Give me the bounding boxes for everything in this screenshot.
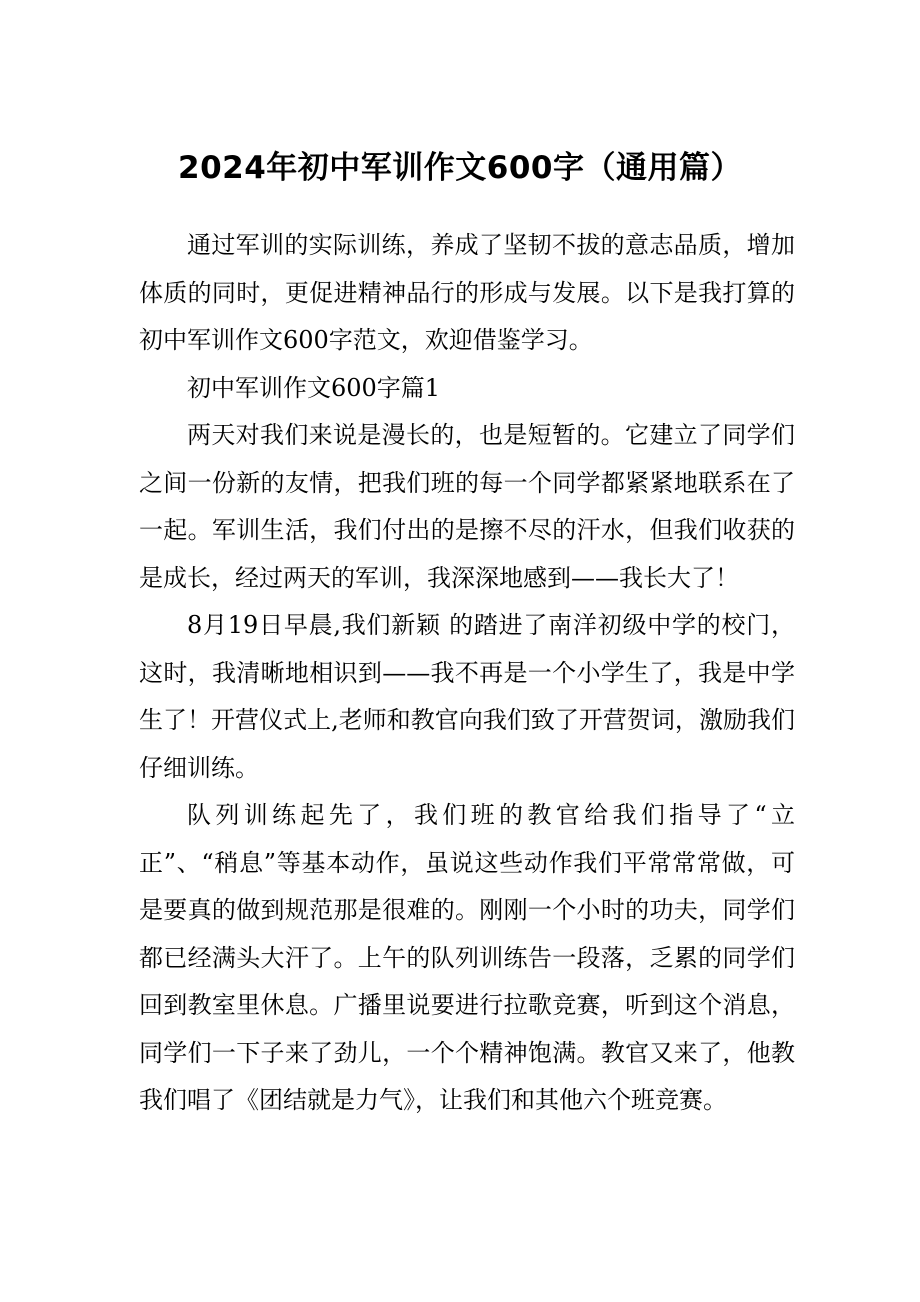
body-paragraph: 队列训练起先了，我们班的教官给我们指导了“立正”、“稍息”等基本动作，虽说这些动作我们平常常常做，可是要真的做到规范那是很难的。刚刚一个小时的功夫，同学们都已经满头大汗了。上午的队列训练告一段落，乏累的同学们回到教室里休息。广播里说要进行拉歌竞赛，听到这个消息，同学们一下子来了劲儿，一个个精神饱满。教官又来了，他教我们唱了《团结就是力气》，让我们和其他六个班竞赛。 [139,801,795,1114]
page-title: 2024年初中军训作文600字（通用篇） [178,150,742,186]
intro-paragraph: 通过军训的实际训练，养成了坚韧不拔的意志品质，增加体质的同时，更促进精神品行的形成与发展。以下是我打算的初中军训作文600字范文，欢迎借鉴学习。 [139,231,795,354]
section-heading: 初中军训作文600字篇1 [187,373,441,402]
body-paragraph: 8月19日早晨,我们新颖 的踏进了南洋初级中学的校门，这时，我清晰地相识到——我不再是一个小学生了，我是中学生了！开营仪式上,老师和教官向我们致了开营贺词，激励我们仔细训练。 [139,611,795,782]
body-paragraph: 两天对我们来说是漫长的，也是短暂的。它建立了同学们之间一份新的友情，把我们班的每一个同学都紧紧地联系在了一起。军训生活，我们付出的是擦不尽的汗水，但我们收获的是成长，经过两天的军训，我深深地感到——我长大了！ [139,421,795,592]
document-body [139,222,795,1125]
